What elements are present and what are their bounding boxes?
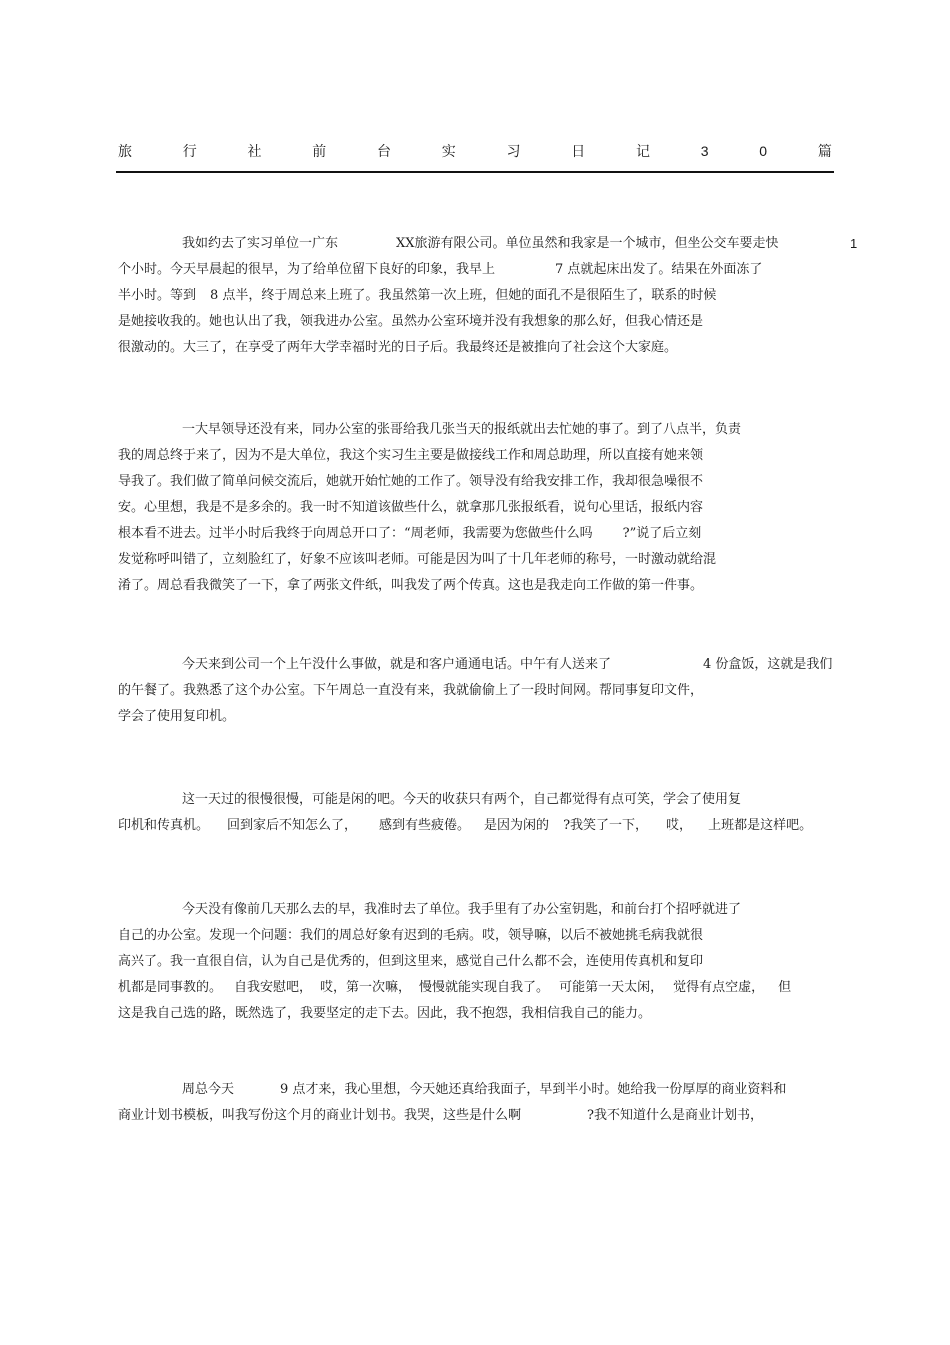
title-underline bbox=[116, 171, 834, 173]
text-segment: 7 点就起床出发了。结果在外面冻了 bbox=[555, 262, 763, 277]
text-segment: 感到有些疲倦。 bbox=[379, 818, 471, 833]
text-segment: ?”说了后立刻 bbox=[622, 526, 702, 541]
text-line bbox=[118, 573, 818, 599]
text-line bbox=[118, 897, 818, 923]
text-segment: 的午餐了。我熟悉了这个办公室。下午周总一直没有来，我就偷偷上了一段时间网。帮同事复印文件， bbox=[118, 683, 704, 698]
text-line bbox=[118, 652, 833, 678]
text-segment: 半小时。等到 bbox=[118, 288, 197, 303]
paragraph-5 bbox=[118, 897, 818, 1027]
title-char: 前 bbox=[312, 144, 327, 160]
text-segment: ?我笑了一下， bbox=[563, 818, 649, 833]
text-segment: 哎， bbox=[666, 818, 693, 833]
text-segment: 9 点才来，我心里想，今天她还真给我面子，早到半小时。她给我一份厚厚的商业资料和 bbox=[280, 1082, 787, 1097]
text-line bbox=[118, 787, 818, 813]
text-line bbox=[118, 257, 818, 283]
text-segment: 发觉称呼叫错了，立刻脸红了，好象不应该叫老师。可能是因为叫了十几年老师的称号，一时激动就给混 bbox=[118, 552, 717, 567]
text-segment: 很激动的。大三了，在享受了两年大学幸福时光的日子后。我最终还是被推向了社会这个大家庭。 bbox=[118, 340, 678, 355]
text-segment: 4 份盒饭，这就是我们 bbox=[703, 657, 833, 672]
text-line bbox=[118, 335, 818, 361]
text-line bbox=[118, 417, 818, 443]
text-segment: 是因为闲的 bbox=[484, 818, 550, 833]
text-line bbox=[118, 813, 818, 839]
text-line bbox=[118, 231, 858, 257]
text-segment: 印机和传真机。 bbox=[118, 818, 210, 833]
title-char: 篇 bbox=[817, 144, 832, 160]
text-segment: 是她接收我的。她也认出了我，领我进办公室。虽然办公室环境并没有我想象的那么好，但我心情还是 bbox=[118, 314, 704, 329]
title-char: 台 bbox=[377, 144, 391, 160]
title-char: 日 bbox=[571, 144, 586, 160]
paragraph-3 bbox=[118, 652, 833, 730]
text-segment: 自我安慰吧， bbox=[234, 980, 313, 995]
text-segment: 哎，第一次嘛， bbox=[320, 980, 412, 995]
text-segment: 一大早领导还没有来，同办公室的张哥给我几张当天的报纸就出去忙她的事了。到了八点半，负责 bbox=[182, 422, 742, 437]
title-char: 习 bbox=[506, 144, 521, 160]
text-line bbox=[118, 975, 818, 1001]
document-title bbox=[118, 140, 832, 162]
text-segment: 根本看不进去。过半小时后我终于向周总开口了：“周老师，我需要为您做些什么吗 bbox=[118, 526, 593, 541]
title-char: 行 bbox=[182, 144, 197, 160]
text-segment: 慢慢就能实现自我了。 bbox=[419, 980, 550, 995]
text-segment: 1 bbox=[850, 236, 858, 251]
text-segment: 安。心里想，我是不是多余的。我一时不知道该做些什么，就拿那几张报纸看，说句心里话，报纸内容 bbox=[118, 500, 704, 515]
text-line bbox=[118, 309, 818, 335]
text-segment: 我如约去了实习单位一广东 bbox=[182, 236, 339, 251]
text-segment: 自己的办公室。发现一个问题：我们的周总好象有迟到的毛病。哎，领导嘛，以后不被她挑毛病我就很 bbox=[118, 928, 704, 943]
paragraph-2 bbox=[118, 417, 818, 599]
text-segment: 导我了。我们做了简单问候交流后，她就开始忙她的工作了。领导没有给我安排工作，我却很急噪很不 bbox=[118, 474, 704, 489]
text-segment: 周总今天 bbox=[182, 1082, 235, 1097]
text-line bbox=[118, 1077, 818, 1103]
text-segment: 这一天过的很慢很慢，可能是闲的吧。今天的收获只有两个，自己都觉得有点可笑，学会了使用复 bbox=[182, 792, 742, 807]
title-char: 0 bbox=[759, 143, 768, 159]
text-line bbox=[118, 283, 818, 309]
text-segment: 今天来到公司一个上午没什么事做，就是和客户通通电话。中午有人送来了 bbox=[182, 657, 612, 672]
text-segment: 学会了使用复印机。 bbox=[118, 709, 236, 724]
text-line bbox=[118, 678, 818, 704]
text-line bbox=[118, 443, 818, 469]
text-line bbox=[118, 1103, 818, 1129]
title-char: 3 bbox=[700, 143, 709, 159]
title-char: 实 bbox=[441, 144, 456, 160]
paragraph-4 bbox=[118, 787, 818, 839]
text-segment: 今天没有像前几天那么去的早，我准时去了单位。我手里有了办公室钥匙，和前台打个招呼就进了 bbox=[182, 902, 742, 917]
text-segment: 商业计划书模板，叫我写份这个月的商业计划书。我哭，这些是什么啊 bbox=[118, 1108, 522, 1123]
text-line bbox=[118, 495, 818, 521]
text-segment: 可能第一天太闲， bbox=[559, 980, 664, 995]
text-segment: 觉得有点空虚， bbox=[673, 980, 765, 995]
text-segment: 高兴了。我一直很自信，认为自己是优秀的，但到这里来，感觉自己什么都不会，连使用传真机和复印 bbox=[118, 954, 704, 969]
text-segment: XX旅游有限公司。单位虽然和我家是一个城市，但坐公交车要走快 bbox=[396, 236, 779, 251]
text-line bbox=[118, 521, 818, 547]
text-segment: 我的周总终于来了，因为不是大单位，我这个实习生主要是做接线工作和周总助理，所以直接有她来领 bbox=[118, 448, 704, 463]
text-segment: 个小时。今天早晨起的很早，为了给单位留下良好的印象，我早上 bbox=[118, 262, 496, 277]
text-line bbox=[118, 949, 818, 975]
paragraph-1 bbox=[118, 231, 858, 361]
text-segment: ?我不知道什么是商业计划书， bbox=[587, 1108, 763, 1123]
title-char: 记 bbox=[636, 144, 650, 160]
text-line bbox=[118, 547, 818, 573]
text-segment: 回到家后不知怎么了， bbox=[227, 818, 358, 833]
text-segment: 机都是同事教的。 bbox=[118, 980, 223, 995]
text-line bbox=[118, 469, 818, 495]
title-char: 旅 bbox=[118, 144, 132, 160]
text-segment: 上班都是这样吧。 bbox=[708, 818, 813, 833]
text-segment: 但 bbox=[778, 980, 792, 995]
text-line bbox=[118, 923, 818, 949]
paragraph-6 bbox=[118, 1077, 818, 1129]
text-segment: 淆了。周总看我微笑了一下，拿了两张文件纸，叫我发了两个传真。这也是我走向工作做的第一件事。 bbox=[118, 578, 704, 593]
text-segment: 8 点半，终于周总来上班了。我虽然第一次上班，但她的面孔不是很陌生了，联系的时候 bbox=[210, 288, 717, 303]
text-line bbox=[118, 1001, 818, 1027]
text-segment: 这是我自己选的路，既然选了，我要坚定的走下去。因此，我不抱怨，我相信我自己的能力。 bbox=[118, 1006, 652, 1021]
title-char: 社 bbox=[247, 144, 262, 160]
text-line bbox=[118, 704, 818, 730]
